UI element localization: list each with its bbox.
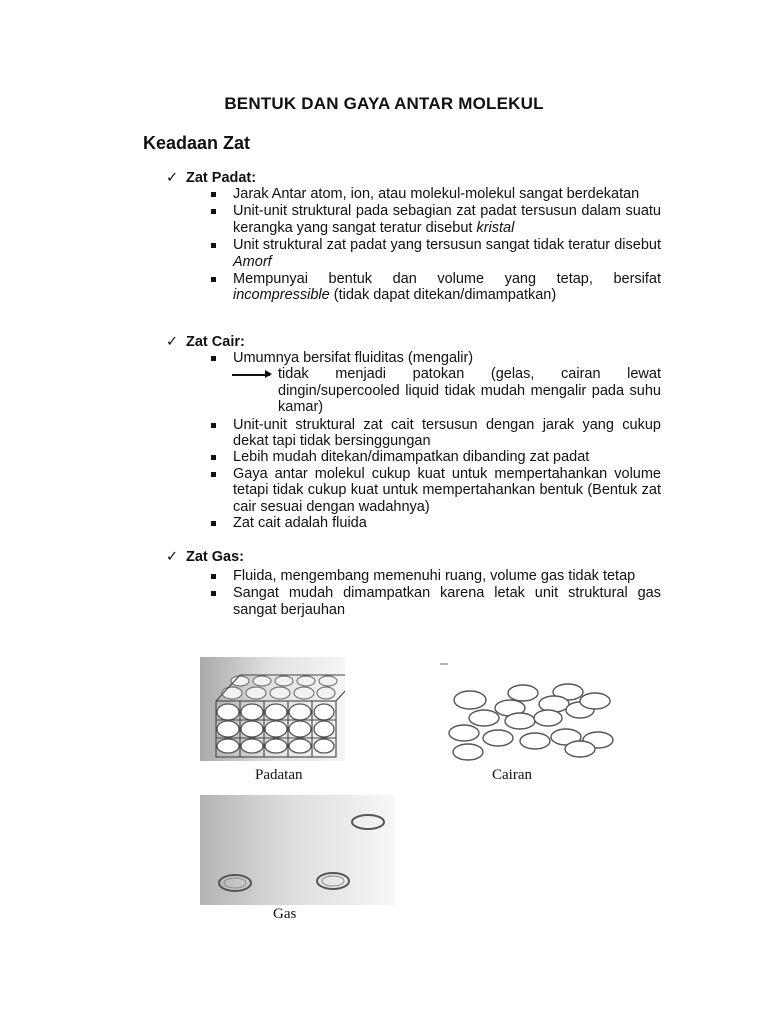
liquid-molecules-image (440, 660, 620, 765)
list-item: Mempunyai bentuk dan volume yang tetap, bersifat incompressible (tidak dapat ditekan/dimampatkan) (166, 271, 661, 304)
square-bullet-icon (211, 455, 216, 460)
check-icon: ✓ (166, 549, 179, 565)
square-bullet-icon (211, 521, 216, 526)
square-bullet-icon (211, 356, 216, 361)
square-bullet-icon (211, 472, 216, 477)
list-item: Unit-unit struktural pada sebagian zat padat tersusun dalam suatu kerangka yang sangat teratur disebut kristal (166, 203, 661, 236)
list-item: Umumnya bersifat fluiditas (mengalir) (166, 350, 661, 366)
page-title: BENTUK DAN GAYA ANTAR MOLEKUL (224, 94, 544, 113)
check-icon: ✓ (166, 170, 179, 186)
square-bullet-icon (211, 209, 216, 214)
section-solid-title: Zat Padat: (186, 170, 257, 186)
section-liquid-title: Zat Cair: (186, 334, 245, 350)
list-item: Unit-unit struktural zat cait tersusun dengan jarak yang cukup dekat tapi tidak bersinggungan (166, 417, 661, 450)
list-item: Unit struktural zat padat yang tersusun sangat tidak teratur disebut Amorf (166, 237, 661, 270)
list-item: Fluida, mengembang memenuhi ruang, volume gas tidak tetap (166, 568, 661, 584)
square-bullet-icon (211, 243, 216, 248)
square-bullet-icon (211, 423, 216, 428)
list-item: Lebih mudah ditekan/dimampatkan dibanding zat padat (166, 449, 661, 465)
list-item: Zat cait adalah fluida (166, 515, 661, 531)
square-bullet-icon (211, 591, 216, 596)
list-sub-item: tidak menjadi patokan (gelas, cairan lewat dingin/supercooled liquid tidak mudah mengalir pada suhu kamar) (166, 366, 661, 415)
section-liquid (166, 333, 661, 531)
list-item: Sangat mudah dimampatkan karena letak unit struktural gas sangat berjauhan (166, 585, 661, 618)
list-item: Jarak Antar atom, ion, atau molekul-molekul sangat berdekatan (166, 186, 661, 202)
section-solid (166, 169, 661, 304)
right-arrow-icon (232, 374, 270, 376)
figure-caption-gas: Gas (273, 906, 297, 922)
square-bullet-icon (211, 192, 216, 197)
check-icon: ✓ (166, 334, 179, 350)
gas-molecules-image (200, 795, 395, 905)
square-bullet-icon (211, 277, 216, 282)
figure-caption-liquid: Cairan (492, 767, 532, 783)
section-gas (166, 548, 661, 618)
solid-lattice-image (200, 657, 345, 761)
section-heading: Keadaan Zat (143, 133, 251, 153)
square-bullet-icon (211, 574, 216, 579)
section-gas-title: Zat Gas: (186, 549, 245, 565)
list-item: Gaya antar molekul cukup kuat untuk mempertahankan volume tetapi tidak cukup kuat untuk mempertahankan bentuk (Bentuk zat cair sesuai dengan wadahnya) (166, 466, 661, 515)
figure-caption-solid: Padatan (255, 767, 303, 783)
